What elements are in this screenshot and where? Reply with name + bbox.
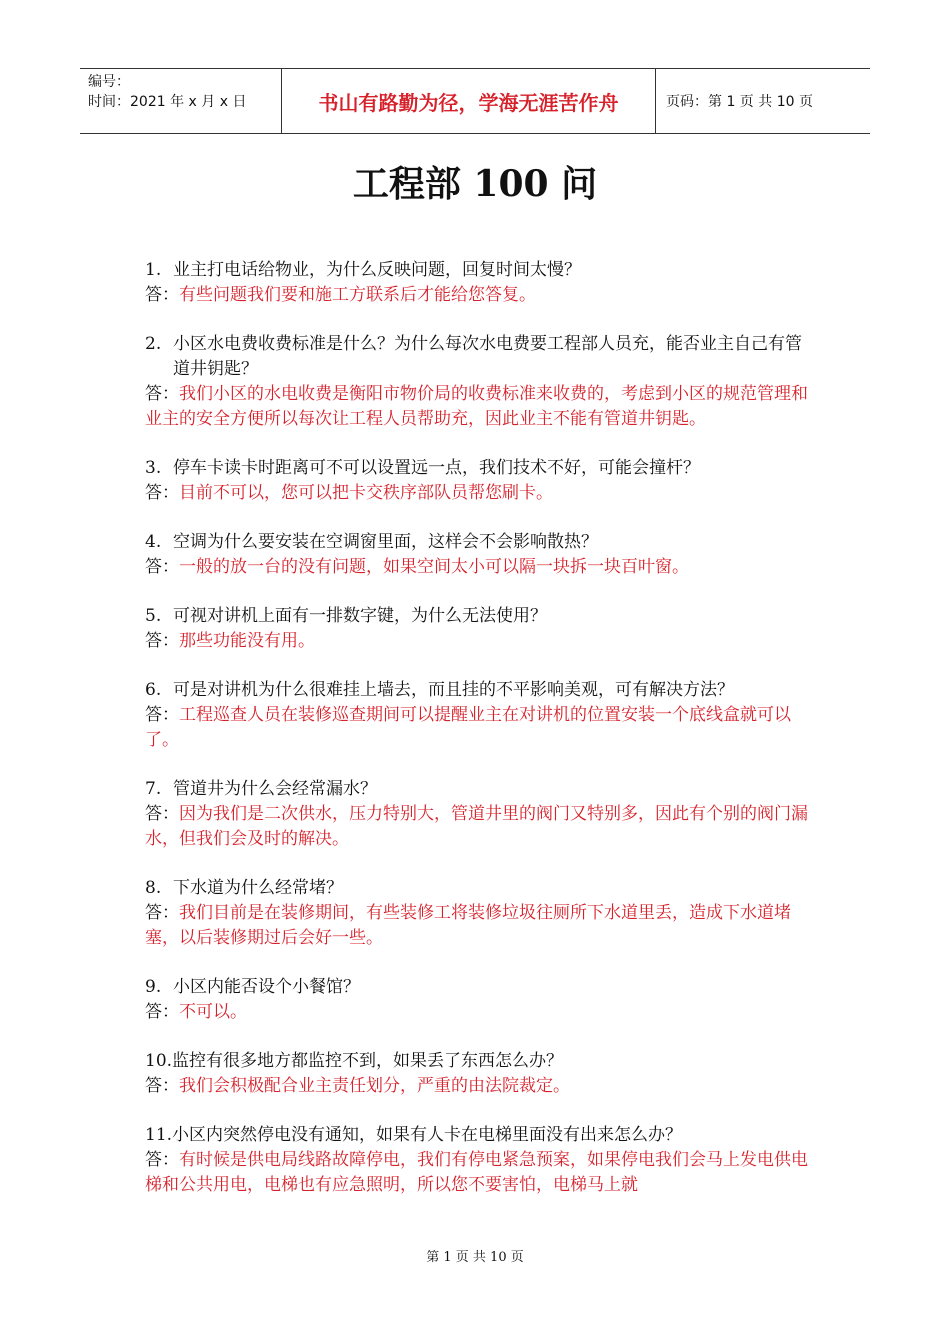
question-text: 小区内能否设个小餐馆？	[173, 977, 360, 997]
question-number: 3.	[145, 458, 162, 478]
document-title: 工程部 100 问	[352, 163, 598, 205]
answer	[145, 1148, 813, 1198]
answer-label: 答：	[145, 705, 179, 725]
question	[145, 456, 813, 481]
answer-label: 答：	[145, 1150, 179, 1170]
answer-label: 答：	[145, 804, 179, 824]
qa-item	[145, 604, 813, 654]
question-text: 管道井为什么会经常漏水？	[173, 779, 377, 799]
question	[145, 604, 813, 629]
qa-item	[145, 1123, 813, 1198]
question-text: 下水道为什么经常堵？	[173, 878, 343, 898]
question	[145, 777, 813, 802]
question-text: 空调为什么要安装在空调窗里面，这样会不会影响散热？	[173, 532, 598, 552]
question-number: 11.	[145, 1125, 173, 1145]
answer	[145, 1074, 813, 1099]
answer-text: 一般的放一台的没有问题，如果空间太小可以隔一块拆一块百叶窗。	[179, 557, 689, 577]
question-number: 6.	[145, 680, 162, 700]
page-footer: 第 1 页 共 10 页	[426, 1250, 524, 1265]
question	[145, 332, 813, 382]
qa-item	[145, 258, 813, 308]
answer-text: 因为我们是二次供水，压力特别大，管道井里的阀门又特别多，因此有个别的阀门漏水，但我们会及时的解决。	[145, 804, 808, 849]
question-number: 10.	[145, 1051, 173, 1071]
question	[145, 1049, 813, 1074]
question	[145, 975, 813, 1000]
header-meta	[80, 69, 282, 133]
question-number: 4.	[145, 532, 162, 552]
answer	[145, 555, 813, 580]
answer-label: 答：	[145, 557, 179, 577]
answer	[145, 481, 813, 506]
answer-text: 目前不可以，您可以把卡交秩序部队员帮您刷卡。	[179, 483, 553, 503]
answer	[145, 629, 813, 654]
question-text: 小区水电费收费标准是什么？为什么每次水电费要工程部人员充，能否业主自己有管道井钥匙？	[173, 334, 802, 379]
header-motto: 书山有路勤为径，学海无涯苦作舟	[282, 69, 656, 133]
question-text: 可视对讲机上面有一排数字键，为什么无法使用？	[173, 606, 547, 626]
answer-label: 答：	[145, 631, 179, 651]
answer	[145, 802, 813, 852]
question-number: 7.	[145, 779, 162, 799]
answer	[145, 1000, 813, 1025]
qa-item	[145, 777, 813, 852]
question-text: 监控有很多地方都监控不到，如果丢了东西怎么办？	[172, 1051, 564, 1071]
qa-item	[145, 975, 813, 1025]
serial-number-label: 编号：	[88, 74, 130, 90]
question-text: 小区内突然停电没有通知，如果有人卡在电梯里面没有出来怎么办？	[172, 1125, 683, 1145]
answer	[145, 382, 813, 432]
qa-item	[145, 456, 813, 506]
answer-text: 不可以。	[179, 1002, 247, 1022]
question-number: 5.	[145, 606, 162, 626]
qa-list	[145, 258, 813, 1222]
document-header	[80, 68, 870, 134]
qa-item	[145, 876, 813, 951]
question-number: 1.	[145, 260, 162, 280]
answer-text: 那些功能没有用。	[179, 631, 315, 651]
answer	[145, 901, 813, 951]
question	[145, 530, 813, 555]
qa-item	[145, 1049, 813, 1099]
question-number: 8.	[145, 878, 162, 898]
answer-label: 答：	[145, 1076, 179, 1096]
answer-label: 答：	[145, 903, 179, 923]
answer-text: 我们会积极配合业主责任划分，严重的由法院裁定。	[179, 1076, 570, 1096]
answer-label: 答：	[145, 1002, 179, 1022]
qa-item	[145, 530, 813, 580]
answer-label: 答：	[145, 483, 179, 503]
answer-text: 有时候是供电局线路故障停电，我们有停电紧急预案，如果停电我们会马上发电供电梯和公共用电，电梯也有应急照明，所以您不要害怕，电梯马上就	[145, 1150, 808, 1195]
answer-text: 工程巡查人员在装修巡查期间可以提醒业主在对讲机的位置安装一个底线盒就可以了。	[145, 705, 791, 750]
answer-label: 答：	[145, 285, 179, 305]
question	[145, 1123, 813, 1148]
answer-text: 有些问题我们要和施工方联系后才能给您答复。	[179, 285, 536, 305]
date-label: 时间：2021 年 x 月 x 日	[88, 94, 247, 110]
qa-item	[145, 678, 813, 753]
question-text: 业主打电话给物业，为什么反映问题，回复时间太慢？	[173, 260, 581, 280]
header-page-info: 页码：第 1 页 共 10 页	[666, 94, 813, 110]
question-number: 2.	[145, 334, 162, 354]
answer	[145, 283, 813, 308]
question	[145, 876, 813, 901]
question	[145, 258, 813, 283]
qa-item	[145, 332, 813, 432]
answer-label: 答：	[145, 384, 179, 404]
question-text: 停车卡读卡时距离可不可以设置远一点，我们技术不好，可能会撞杆？	[173, 458, 700, 478]
answer-text: 我们目前是在装修期间，有些装修工将装修垃圾往厕所下水道里丢，造成下水道堵塞，以后装修期过后会好一些。	[145, 903, 791, 948]
question-number: 9.	[145, 977, 162, 997]
question-text: 可是对讲机为什么很难挂上墙去，而且挂的不平影响美观，可有解决方法？	[173, 680, 734, 700]
answer	[145, 703, 813, 753]
answer-text: 我们小区的水电收费是衡阳市物价局的收费标准来收费的，考虑到小区的规范管理和业主的安全方便所以每次让工程人员帮助充，因此业主不能有管道井钥匙。	[145, 384, 808, 429]
question	[145, 678, 813, 703]
